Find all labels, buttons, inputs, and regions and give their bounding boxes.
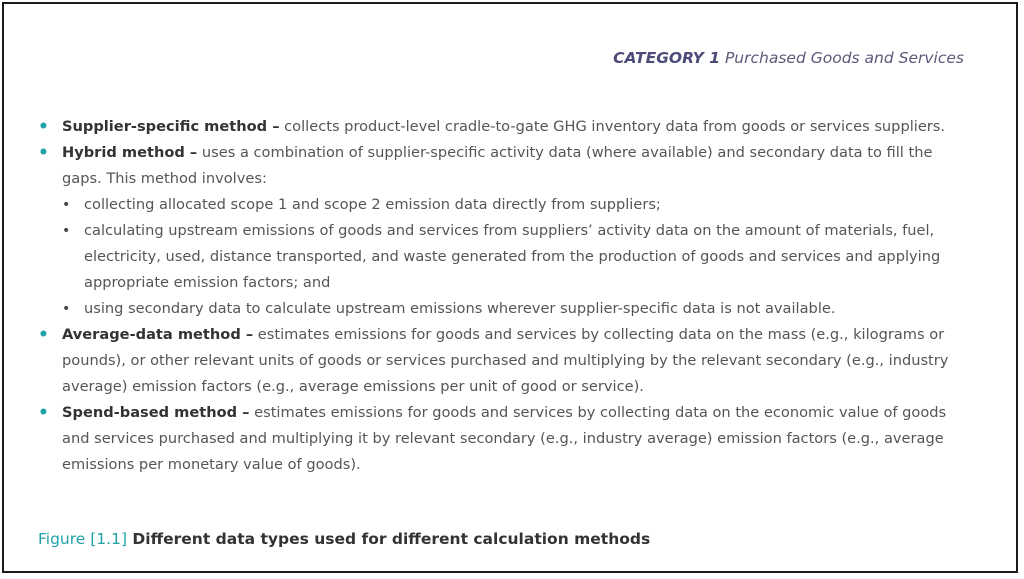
figure-label: Figure [1.1] bbox=[38, 530, 127, 548]
method-description: estimates emissions for goods and services by collecting data on the mass (e.g., kilograms or pounds), or other relevant units of goods or services purchased and multiplying by the relevant secondary (e.g., industry average) emission factors (e.g., average emissions per unit of good or service). bbox=[62, 326, 949, 395]
list-item-supplier-specific bbox=[38, 114, 973, 140]
method-description: collects product-level cradle-to-gate GHG inventory data from goods or services suppliers. bbox=[279, 118, 946, 135]
list-item-spend-based bbox=[38, 400, 973, 478]
method-term: Hybrid method – bbox=[62, 144, 198, 161]
method-description: estimates emissions for goods and services by collecting data on the economic value of goods and services purchased and multiplying it by relevant secondary (e.g., industry average) emission factors (e.g., average emissions per monetary value of goods). bbox=[62, 404, 947, 473]
figure-caption bbox=[38, 530, 650, 548]
category-title: Purchased Goods and Services bbox=[724, 49, 964, 67]
sublist-item: • calculating upstream emissions of goods and services from suppliers’ activity data on the amount of materials, fuel, electricity, used, distance transported, and waste generated from the production of goods and services and applying appropriate emission factors; and bbox=[62, 218, 973, 296]
hybrid-sublist bbox=[62, 192, 973, 322]
category-label: CATEGORY 1 bbox=[613, 49, 721, 67]
methods-section bbox=[38, 114, 973, 478]
list-item-average-data bbox=[38, 322, 973, 400]
method-term: Spend-based method – bbox=[62, 404, 250, 421]
method-term: Supplier-specific method – bbox=[62, 118, 280, 135]
figure-caption-text: Different data types used for different calculation methods bbox=[127, 530, 651, 548]
method-term: Average-data method – bbox=[62, 326, 254, 343]
method-description: uses a combination of supplier-specific activity data (where available) and secondary data to fill the gaps. This method involves: bbox=[62, 144, 933, 187]
sublist-item: • using secondary data to calculate upstream emissions wherever supplier-specific data is not available. bbox=[62, 296, 973, 322]
list-item-hybrid bbox=[38, 140, 973, 322]
methods-list bbox=[38, 114, 973, 478]
page-header bbox=[613, 49, 964, 67]
sublist-item: • collecting allocated scope 1 and scope 2 emission data directly from suppliers; bbox=[62, 192, 973, 218]
page-frame bbox=[2, 2, 1018, 573]
